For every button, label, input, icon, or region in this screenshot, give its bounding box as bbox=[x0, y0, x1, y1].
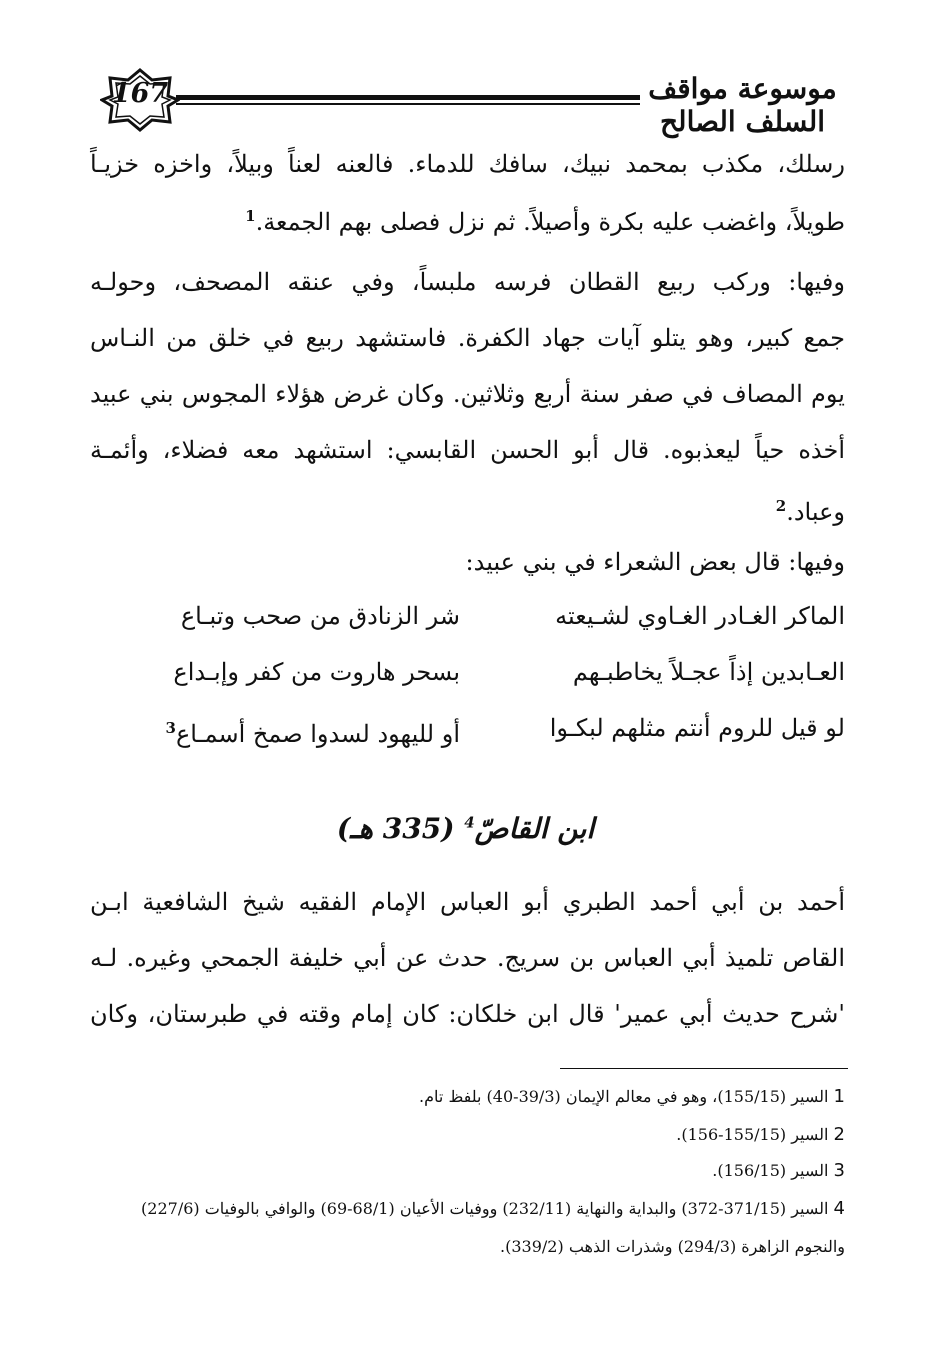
footnote-number: 3 bbox=[833, 1160, 845, 1181]
poem-verse-left: بسحر هاروت من كفر وإبـداع bbox=[173, 658, 460, 686]
body-line: أخذه حياً ليعذبوه. قال أبو الحسن القابسي: استشهد معه فضلاء، وأئمـة bbox=[90, 436, 845, 464]
body-line bbox=[90, 482, 845, 536]
poem-verse-right: العـابدين إذاً عجـلاً يخاطبـهم bbox=[572, 658, 845, 686]
bio-line: أحمد بن أبي أحمد الطبري أبو العباس الإمام الفقيه شيخ الشافعية ابـن bbox=[90, 888, 845, 916]
footnote-text: السير (156/15). bbox=[712, 1161, 829, 1180]
poem-verse-left: شر الزنادق من صحب وتبـاع bbox=[180, 602, 460, 630]
header-rule-thin bbox=[176, 103, 640, 105]
body-line: وفيها: قال بعض الشعراء في بني عبيد: bbox=[465, 548, 845, 576]
footnote-ref: 3 bbox=[165, 719, 176, 737]
body-line: رسلك، مكذب بمحمد نبيك، سافك للدماء. فالعنه لعناً وبيلاً، واخزه خزيـاً bbox=[90, 150, 845, 178]
header-rule-thick bbox=[176, 95, 640, 100]
body-line: جمع كبير، وهو يتلو آيات جهاد الكفرة. فاستشهد ربيع في خلق من النـاس bbox=[90, 324, 845, 352]
footnote bbox=[90, 1156, 845, 1186]
footnote-number: 1 bbox=[833, 1086, 845, 1107]
body-line bbox=[90, 192, 845, 246]
footnote-text: السير (155/15-156). bbox=[676, 1125, 829, 1144]
footnote bbox=[90, 1082, 845, 1112]
heading-year: (335 هـ) bbox=[336, 812, 455, 845]
footnote-number: 2 bbox=[833, 1124, 845, 1145]
poem-verse-right: لو قيل للروم أنتم مثلهم لبكـوا bbox=[549, 714, 845, 742]
poem-verse-text: أو لليهود لسدوا صمخ أسمـاع bbox=[175, 720, 460, 748]
footnote-text: والنجوم الزاهرة (294/3) وشذرات الذهب (339/2). bbox=[500, 1237, 845, 1256]
bio-line: القاص تلميذ أبي العباس بن سريج. حدث عن أبي خليفة الجمحي وغيره. لـه bbox=[90, 944, 845, 972]
footnote-ref: 2 bbox=[775, 497, 787, 515]
footnote bbox=[90, 1194, 845, 1224]
footnote-separator bbox=[560, 1068, 848, 1069]
body-line: يوم المصاف في صفر سنة أربع وثلاثين. وكان غرض هؤلاء المجوس بني عبيد bbox=[90, 380, 845, 408]
footnote bbox=[90, 1120, 845, 1150]
series-title: موسوعة مواقف السلف الصالح bbox=[648, 72, 837, 138]
footnote-number: 4 bbox=[833, 1198, 845, 1219]
poem-verse-left bbox=[120, 704, 460, 758]
body-line-text: طويلاً، واغضب عليه بكرة وأصيلاً. ثم نزل فصلى بهم الجمعة. bbox=[255, 208, 845, 236]
page-header bbox=[100, 60, 845, 140]
bio-line: 'شرح حديث أبي عمير' قال ابن خلكان: كان إمام وقته في طبرستان، وكان bbox=[90, 1000, 845, 1028]
section-heading bbox=[0, 812, 931, 845]
footnote-ref: 4 bbox=[464, 813, 475, 832]
footnote-text: السير (155/15)، وهو في معالم الإيمان (39/3-40) بلفظ تام. bbox=[419, 1087, 829, 1106]
heading-name: ابن القاصّ bbox=[474, 812, 595, 845]
body-line-text: وعباد. bbox=[786, 498, 845, 526]
poem-verse-right: الماكر الغـادر الغـاوي لشـيعته bbox=[555, 602, 845, 630]
body-line: وفيها: وركب ربيع القطان فرسه ملبساً، وفي عنقه المصحف، وحولـه bbox=[90, 268, 845, 296]
footnote-text: السير (371/15-372) والبداية والنهاية (232/11) ووفيات الأعيان (68/1-69) والوافي بالوفيات (227/6) bbox=[141, 1199, 829, 1218]
footnote bbox=[90, 1232, 845, 1262]
footnote-ref: 1 bbox=[245, 207, 256, 225]
page-number: 167 bbox=[111, 78, 169, 109]
